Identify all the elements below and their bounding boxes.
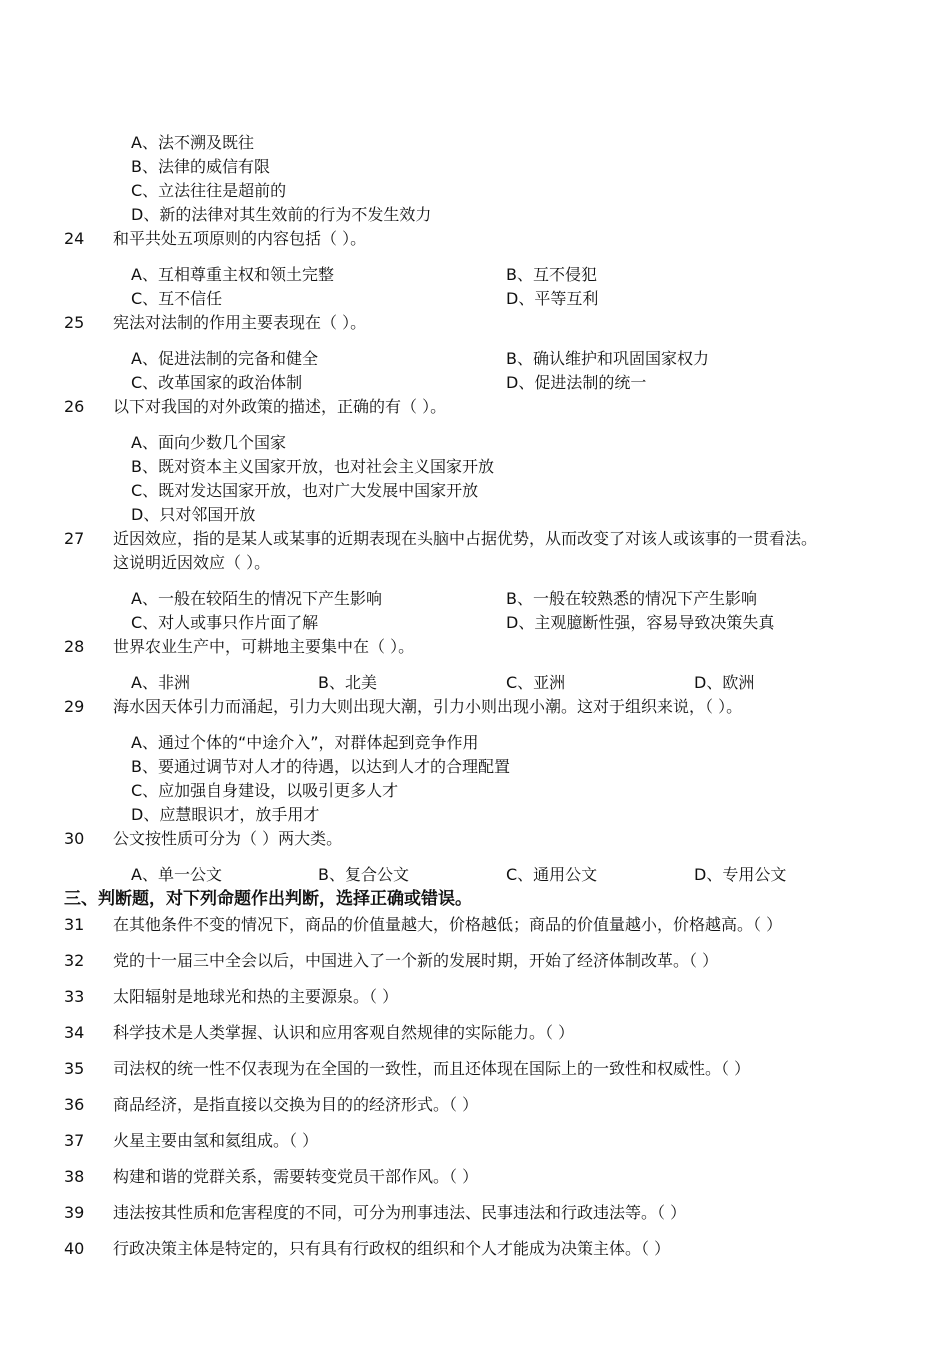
question-number: 35 bbox=[64, 1059, 85, 1078]
option-a: A、促进法制的完备和健全 bbox=[131, 349, 318, 368]
question-text: 近因效应，指的是某人或某事的近期表现在头脑中占据优势，从而改变了对该人或该事的一贯看法。 bbox=[113, 529, 818, 548]
question-number: 33 bbox=[64, 987, 85, 1006]
question-text: 构建和谐的党群关系，需要转变党员干部作风。（ ） bbox=[113, 1167, 479, 1186]
question-number: 25 bbox=[64, 313, 85, 332]
question-number: 26 bbox=[64, 397, 85, 416]
question-text: 海水因天体引力而涌起，引力大则出现大潮，引力小则出现小潮。这对于组织来说，（ ）。 bbox=[113, 697, 743, 716]
option-b: B、既对资本主义国家开放，也对社会主义国家开放 bbox=[131, 457, 494, 476]
question-text: 公文按性质可分为（ ）两大类。 bbox=[113, 829, 343, 848]
option-c: C、亚洲 bbox=[506, 673, 566, 692]
option-a: A、一般在较陌生的情况下产生影响 bbox=[131, 589, 382, 608]
option-c: C、应加强自身建设，以吸引更多人才 bbox=[131, 781, 399, 800]
question-number: 31 bbox=[64, 915, 85, 934]
question-text: 和平共处五项原则的内容包括（ ）。 bbox=[113, 229, 367, 248]
option-c: C、改革国家的政治体制 bbox=[131, 373, 303, 392]
option-d: D、只对邻国开放 bbox=[131, 505, 256, 524]
option-d: D、平等互利 bbox=[506, 289, 599, 308]
section-title: 三、判断题，对下列命题作出判断，选择正确或错误。 bbox=[64, 889, 472, 909]
option-b: B、复合公文 bbox=[318, 865, 409, 884]
question-number: 24 bbox=[64, 229, 85, 248]
question-text: 司法权的统一性不仅表现为在全国的一致性，而且还体现在国际上的一致性和权威性。（ ） bbox=[113, 1059, 751, 1078]
option-a: A、互相尊重主权和领土完整 bbox=[131, 265, 334, 284]
option-b: B、互不侵犯 bbox=[506, 265, 597, 284]
question-text: 商品经济，是指直接以交换为目的的经济形式。（ ） bbox=[113, 1095, 479, 1114]
question-number: 28 bbox=[64, 637, 85, 656]
option-d: D、新的法律对其生效前的行为不发生效力 bbox=[131, 205, 432, 224]
question-text: 党的十一届三中全会以后，中国进入了一个新的发展时期，开始了经济体制改革。（ ） bbox=[113, 951, 719, 970]
option-b: B、一般在较熟悉的情况下产生影响 bbox=[506, 589, 757, 608]
question-number: 29 bbox=[64, 697, 85, 716]
question-number: 32 bbox=[64, 951, 85, 970]
option-d: D、欧洲 bbox=[694, 673, 755, 692]
option-a: A、法不溯及既往 bbox=[131, 133, 254, 152]
option-d: D、专用公文 bbox=[694, 865, 787, 884]
option-b: B、要通过调节对人才的待遇，以达到人才的合理配置 bbox=[131, 757, 510, 776]
question-text: 在其他条件不变的情况下，商品的价值量越大，价格越低；商品的价值量越小，价格越高。（ ） bbox=[113, 915, 783, 934]
option-b: B、确认维护和巩固国家权力 bbox=[506, 349, 709, 368]
question-text: 科学技术是人类掌握、认识和应用客观自然规律的实际能力。（ ） bbox=[113, 1023, 575, 1042]
option-c: C、互不信任 bbox=[131, 289, 223, 308]
option-b: B、法律的威信有限 bbox=[131, 157, 270, 176]
option-d: D、应慧眼识才，放手用才 bbox=[131, 805, 320, 824]
option-d: D、促进法制的统一 bbox=[506, 373, 647, 392]
question-number: 39 bbox=[64, 1203, 85, 1222]
question-text: 违法按其性质和危害程度的不同，可分为刑事违法、民事违法和行政违法等。（ ） bbox=[113, 1203, 687, 1222]
question-number: 40 bbox=[64, 1239, 85, 1258]
option-a: A、单一公文 bbox=[131, 865, 222, 884]
question-number: 38 bbox=[64, 1167, 85, 1186]
question-text: 行政决策主体是特定的，只有具有行政权的组织和个人才能成为决策主体。（ ） bbox=[113, 1239, 671, 1258]
option-a: A、非洲 bbox=[131, 673, 190, 692]
option-a: A、面向少数几个国家 bbox=[131, 433, 286, 452]
question-number: 27 bbox=[64, 529, 85, 548]
question-number: 37 bbox=[64, 1131, 85, 1150]
question-text: 宪法对法制的作用主要表现在（ ）。 bbox=[113, 313, 367, 332]
option-d: D、主观臆断性强，容易导致决策失真 bbox=[506, 613, 775, 632]
question-text-continued: 这说明近因效应（ ）。 bbox=[113, 553, 271, 572]
option-b: B、北美 bbox=[318, 673, 377, 692]
option-c: C、通用公文 bbox=[506, 865, 598, 884]
question-text: 火星主要由氢和氦组成。（ ） bbox=[113, 1131, 319, 1150]
option-c: C、对人或事只作片面了解 bbox=[131, 613, 319, 632]
question-text: 太阳辐射是地球光和热的主要源泉。（ ） bbox=[113, 987, 399, 1006]
option-c: C、立法往往是超前的 bbox=[131, 181, 287, 200]
option-a: A、通过个体的“中途介入”，对群体起到竞争作用 bbox=[131, 733, 479, 752]
question-text: 世界农业生产中，可耕地主要集中在（ ）。 bbox=[113, 637, 415, 656]
question-text: 以下对我国的对外政策的描述，正确的有（ ）。 bbox=[113, 397, 447, 416]
question-number: 36 bbox=[64, 1095, 85, 1114]
option-c: C、既对发达国家开放，也对广大发展中国家开放 bbox=[131, 481, 479, 500]
question-number: 30 bbox=[64, 829, 85, 848]
question-number: 34 bbox=[64, 1023, 85, 1042]
